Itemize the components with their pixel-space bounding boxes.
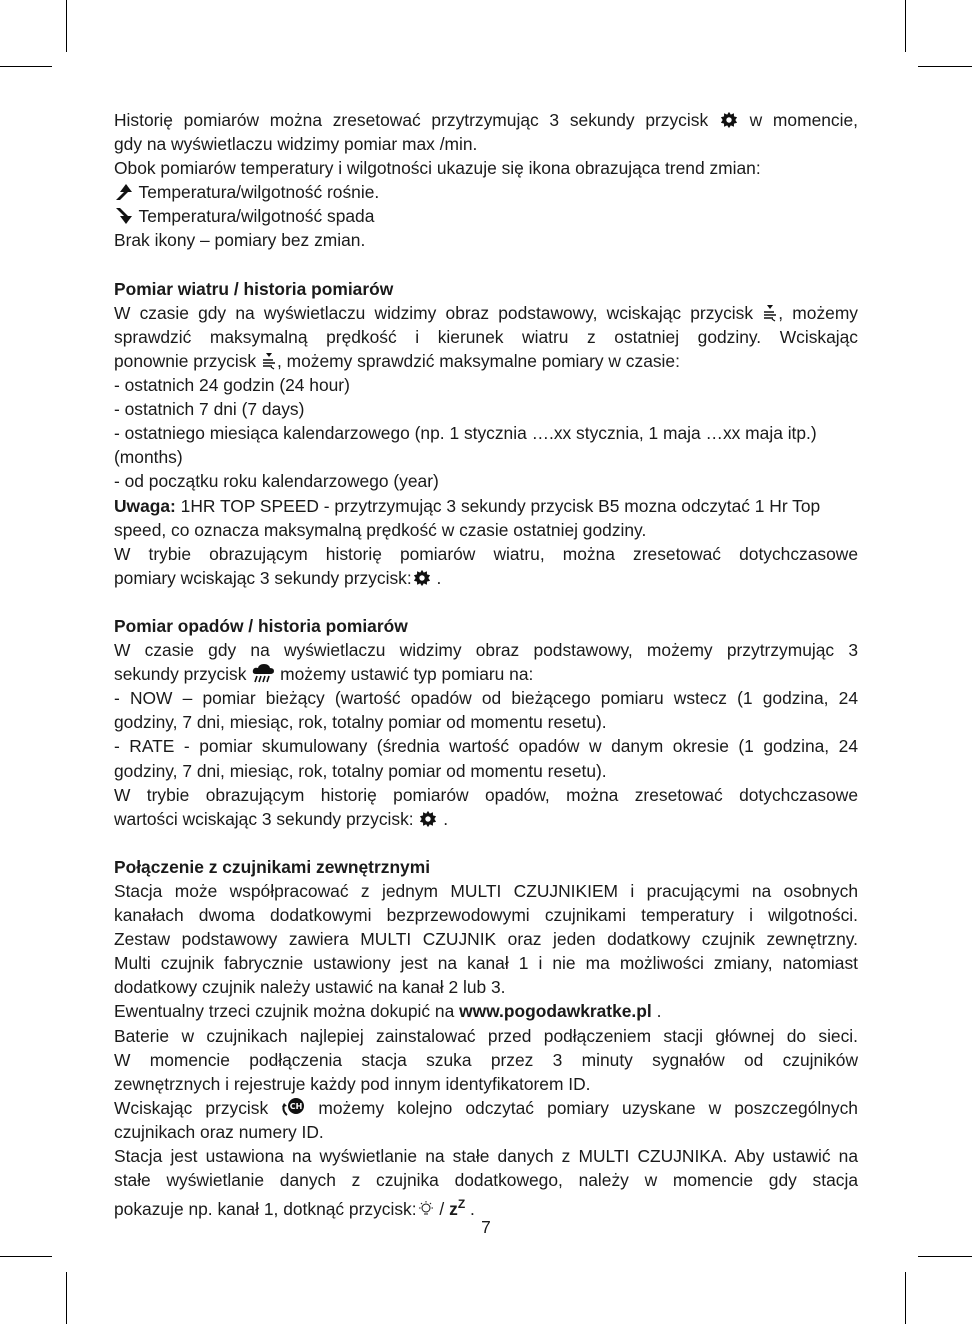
trend-down-line: Temperatura/wilgotność spada — [114, 204, 858, 228]
text-line: Brak ikony – pomiary bez zmian. — [114, 230, 366, 251]
text-line: Historię pomiarów można zresetować przytrzymując 3 sekundy przycisk w momencie, — [114, 110, 858, 130]
text-line: Zestaw podstawowy zawiera MULTI CZUJNIK oraz jeden dodatkowy czujnik zewnętrzny. — [114, 929, 858, 950]
text-line: sprawdzić maksymalną prędkość i kierunek wiatru z ostatniej godziny. Wciskając — [114, 326, 858, 347]
crop-mark — [0, 1256, 52, 1257]
text-line: czujnikach oraz numery ID. — [114, 1121, 324, 1142]
note-label: Uwaga: — [114, 495, 176, 516]
text-line: W czasie gdy na wyświetlaczu widzimy obraz podstawowy, możemy przytrzymując 3 — [114, 640, 858, 661]
section-heading: Połączenie z czujnikami zewnętrznymi — [114, 856, 431, 877]
text-line: Wciskając przycisk CH możemy kolejno odczytać pomiary uzyskane w poszczególnych — [114, 1097, 858, 1118]
text-line: stałe wyświetlanie danych z czujnika dodatkowego, należy w momencie gdy stacja — [114, 1170, 858, 1191]
gear-icon — [412, 569, 432, 587]
page-body — [114, 108, 858, 1221]
text-line: W czasie gdy na wyświetlaczu widzimy obraz podstawowy, wciskając przycisk , możemy — [114, 302, 858, 323]
arrow-up-icon — [114, 183, 134, 201]
channel-icon — [281, 1097, 305, 1117]
text-line: godziny, 7 dni, miesiąc, rok, totalny pomiar od momentu resetu). — [114, 712, 607, 733]
gear-icon — [418, 810, 438, 828]
text-line: Stacja może współpracować z jednym MULTI CZUJNIKIEM i pracującymi na osobnych — [114, 881, 858, 901]
list-item: - NOW – pomiar bieżący (wartość opadów od bieżącego pomiaru wstecz (1 godzina, 24 — [114, 688, 858, 709]
crop-mark — [905, 1272, 906, 1324]
crop-mark — [0, 66, 52, 67]
text-line: wartości wciskając 3 sekundy przycisk: . — [114, 808, 449, 829]
crop-mark — [918, 1256, 972, 1257]
wind-icon — [261, 352, 277, 370]
text-line: W trybie obrazującym historię pomiarów opadów, można zresetować dotychczasowe — [114, 784, 858, 805]
trend-up-line: Temperatura/wilgotność rośnie. — [114, 180, 858, 204]
text-line: Ewentualny trzeci czujnik można dokupić na www.pogodawkratke.pl . — [114, 1001, 662, 1022]
text-line: Stacja jest ustawiona na wyświetlanie na stałe danych z MULTI CZUJNIKA. Aby ustawić na — [114, 1146, 858, 1167]
text-line: kanałach dwoma dodatkowymi bezprzewodowymi czujnikami temperatury i wilgotności. — [114, 905, 858, 926]
website-link[interactable]: www.pogodawkratke.pl — [459, 1001, 652, 1022]
text-line: gdy na wyświetlaczu widzimy pomiar max /min. — [114, 134, 478, 155]
text-line: pomiary wciskając 3 sekundy przycisk: . — [114, 567, 442, 588]
text-line: sekundy przycisk możemy ustawić typ pomiaru na: — [114, 664, 534, 685]
text-line: pokazuje np. kanał 1, dotknąć przycisk: / $z^Z$ . — [114, 1197, 475, 1220]
text-line: speed, co oznacza maksymalną prędkość w czasie ostatniej godziny. — [114, 519, 647, 540]
text-line: W trybie obrazującym historię pomiarów wiatru, można zresetować dotychczasowe — [114, 543, 858, 564]
text-line: Multi czujnik fabrycznie ustawiony jest na kanał 1 i nie ma możliwości zmiany, natomiast — [114, 953, 858, 974]
svg-text:CH: CH — [289, 1101, 303, 1111]
text-line: zewnętrznych i rejestruje każdy pod innym identyfikatorem ID. — [114, 1073, 591, 1094]
crop-mark — [918, 66, 972, 67]
light-icon — [417, 1200, 435, 1218]
text-line: W momencie podłączenia stacja szuka przez 3 minuty sygnałów od czujników — [114, 1049, 858, 1070]
list-item: - ostatnich 7 dni (7 days) — [114, 399, 305, 420]
crop-mark — [66, 0, 67, 52]
text-line: ponownie przycisk , możemy sprawdzić maksymalne pomiary w czasie: — [114, 350, 680, 371]
crop-mark — [905, 0, 906, 52]
list-item: - ostatniego miesiąca kalendarzowego (np. 1 stycznia ….xx stycznia, 1 maja …xx maja itp.) — [114, 423, 817, 444]
section-heading: Pomiar opadów / historia pomiarów — [114, 615, 408, 636]
gear-icon — [719, 111, 739, 129]
crop-mark — [66, 1272, 67, 1324]
text-line: Obok pomiarów temperatury i wilgotności ukazuje się ikona obrazująca trend zmian: — [114, 158, 761, 179]
rain-icon — [251, 663, 275, 683]
note-line: Uwaga: 1HR TOP SPEED - przytrzymując 3 sekundy przycisk B5 mozna odczytać 1 Hr Top — [114, 495, 821, 516]
list-item: - od początku roku kalendarzowego (year) — [114, 471, 439, 492]
arrow-down-icon — [114, 207, 134, 225]
text-line: dodatkowy czujnik należy ustawić na kanał 2 lub 3. — [114, 977, 506, 998]
list-item: - ostatnich 24 godzin (24 hour) — [114, 375, 350, 396]
wind-icon — [762, 304, 778, 322]
list-item: - RATE - pomiar skumulowany (średnia wartość opadów w danym okresie (1 godzina, 24 — [114, 736, 858, 757]
text-line: godziny, 7 dni, miesiąc, rok, totalny pomiar od momentu resetu). — [114, 760, 607, 781]
text-line: Baterie w czujnikach najlepiej zainstalować przed podłączeniem stacji głównej do sieci. — [114, 1025, 858, 1046]
page-number: 7 — [481, 1217, 491, 1237]
section-heading: Pomiar wiatru / historia pomiarów — [114, 278, 394, 299]
text-line: (months) — [114, 447, 183, 468]
